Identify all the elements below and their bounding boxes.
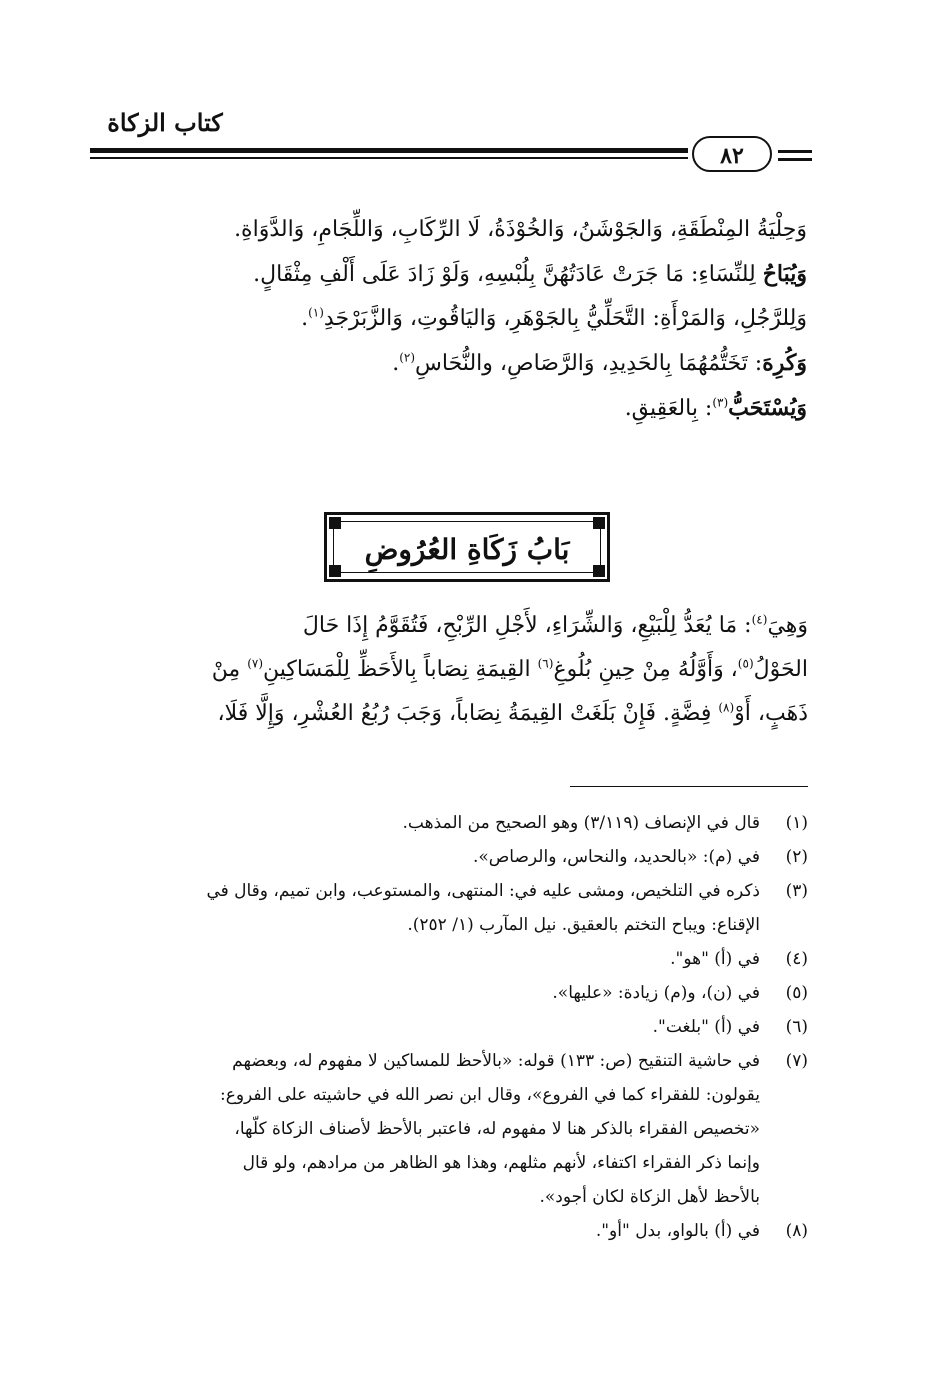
main-text xyxy=(145,208,807,431)
footnote-ref[interactable]: (٢) xyxy=(399,350,416,365)
footnote-text: قال في الإنصاف (٣/١١٩) وهو الصحيح من المذهب. xyxy=(402,813,760,833)
section-title: بَابُ زَكَاةِ العُرُوضِ xyxy=(364,533,570,566)
body-paragraph xyxy=(90,604,808,736)
text-line xyxy=(145,252,807,297)
line-text: وَحِلْيَةُ المِنْطَقَةِ، وَالجَوْشَنُ، وَالخُوْذَةُ، لَا الرِّكَابِ، وَاللِّجَامِ، وَالدَّوَاةِ. xyxy=(234,217,807,242)
line-text: لِلنِّسَاءِ: مَا جَرَتْ عَادَتُهُنَّ بِلُبْسِهِ، وَلَوْ زَادَ عَلَى أَلْفِ مِثْقَالٍ. xyxy=(253,262,763,287)
header-rule-thin xyxy=(90,157,688,159)
text-line xyxy=(90,648,808,692)
line-lead: وَكُرِهَ xyxy=(762,350,807,376)
section-heading-frame xyxy=(324,512,610,582)
footnote-number: (٦) xyxy=(785,1017,808,1037)
footnote-text: في (ن)، و(م) زيادة: «عليها». xyxy=(552,983,760,1003)
footnote-ref[interactable]: (٤) xyxy=(751,612,768,627)
section-heading-inner xyxy=(333,521,601,573)
line-text: وَلِلرَّجُلِ، وَالمَرْأَةِ: التَّحَلِّيُّ بِالجَوْهَرِ، وَاليَاقُوتِ، وَالزَّبَرْجَدِ xyxy=(323,306,807,331)
line-lead: وَيُبَاحُ xyxy=(762,261,807,287)
footnote-number: (٣) xyxy=(785,881,808,901)
line-text: الحَوْلُ xyxy=(753,657,808,682)
line-lead: وَيُسْتَحَبُّ xyxy=(728,395,807,421)
footnote-continuation: وإنما ذكر الفقراء اكتفاء، لأنهم مثلهم، وهذا هو الظاهر من مرادهم، ولو قال xyxy=(242,1153,760,1173)
footnote-ref[interactable]: (٣) xyxy=(712,395,729,410)
footnote-ref[interactable]: (١) xyxy=(308,305,324,320)
footnote-number: (١) xyxy=(785,813,808,833)
text-line xyxy=(145,386,807,431)
footnote-text: في (أ) بالواو، بدل "أو". xyxy=(595,1221,760,1241)
line-text: وَهِيَ xyxy=(767,613,808,638)
text-line xyxy=(90,692,808,736)
text-line xyxy=(145,297,807,341)
line-text: : بِالعَقِيقِ. xyxy=(624,396,713,421)
footnote-text: ذكره في التلخيص، ومشى عليه في: المنتهى، والمستوعب، وابن تميم، وقال في xyxy=(206,881,760,901)
footnote-number: (٧) xyxy=(785,1051,808,1071)
footnote xyxy=(90,1010,808,1044)
footnote-separator xyxy=(570,786,808,787)
footnote xyxy=(90,942,808,976)
text-line xyxy=(90,604,808,648)
footnote xyxy=(90,976,808,1010)
footnote-continuation: «تخصيص الفقراء بالذكر هنا لا مفهوم له، فاعتبر بالأحظ لأصناف الزكاة كلّها، xyxy=(234,1119,760,1139)
footnote-number: (٢) xyxy=(785,847,808,867)
footnote-ref[interactable]: (٨) xyxy=(718,700,735,715)
footnote xyxy=(90,806,808,840)
line-text: : مَا يُعَدُّ لِلْبَيْعِ، وَالشِّرَاءِ، لأَجْلِ الرِّبْحِ، فَتُقَوَّمُ إِذَا حَالَ xyxy=(302,613,752,638)
line-end: . xyxy=(301,306,309,331)
header-rule-thick xyxy=(90,148,688,153)
footnote xyxy=(90,874,808,908)
footnote-text: في (أ) "هو". xyxy=(670,949,760,969)
line-end: . xyxy=(392,351,400,376)
footnotes xyxy=(90,806,808,1248)
text-line xyxy=(145,341,807,386)
footnote-ref[interactable]: (٥) xyxy=(737,656,754,671)
page-number: ٨٢ xyxy=(692,136,772,172)
footnote xyxy=(90,840,808,874)
running-title: كتاب الزكاة xyxy=(107,108,223,137)
footnote-continuation: بالأحظ لأهل الزكاة لكان أجود». xyxy=(539,1187,760,1207)
footnote xyxy=(90,1214,808,1248)
line-text: : تَخَتُّمُهُمَا بِالحَدِيدِ، وَالرَّصَاصِ، والنُّحَاسِ xyxy=(415,351,763,376)
header-dash xyxy=(778,150,812,153)
footnote-continuation: الإقناع: ويباح التختم بالعقيق. نيل المآرب (١/ ٢٥٢). xyxy=(407,915,760,935)
footnote-text: في (أ) "بلغت". xyxy=(652,1017,760,1037)
footnote-number: (٤) xyxy=(785,949,808,969)
footnote-ref[interactable]: (٧) xyxy=(247,656,264,671)
header-dash xyxy=(778,158,812,161)
line-text: ذَهَبٍ، أَوْ xyxy=(734,701,808,726)
footnote-continuation: يقولون: للفقراء كما في الفروع»، وقال ابن نصر الله في حاشيته على الفروع: xyxy=(219,1085,760,1105)
footnote-text: في (م): «بالحديد، والنحاس، والرصاص». xyxy=(472,847,760,867)
line-text: القِيمَةِ نِصَاباً بِالأَحَظِّ لِلْمَسَاكِينِ xyxy=(263,657,538,682)
footnote-number: (٨) xyxy=(785,1221,808,1241)
footnote xyxy=(90,1044,808,1078)
page-header xyxy=(90,108,810,178)
line-text: فِضَّةٍ. فَإِنْ بَلَغَتْ القِيمَةُ نِصَاباً، وَجَبَ رُبُعُ العُشْرِ، وَإِلَّا فَلَا، xyxy=(217,701,719,726)
line-text: مِنْ xyxy=(211,657,248,682)
text-line xyxy=(145,208,807,252)
line-text: ، وَأَوَّلُهُ مِنْ حِينِ بُلُوغِ xyxy=(553,657,738,682)
footnote-number: (٥) xyxy=(785,983,808,1003)
footnote-text: في حاشية التنقيح (ص: ١٣٣) قوله: «بالأحظ للمساكين لا مفهوم له، وبعضهم xyxy=(232,1051,760,1071)
footnote-ref[interactable]: (٦) xyxy=(537,656,554,671)
